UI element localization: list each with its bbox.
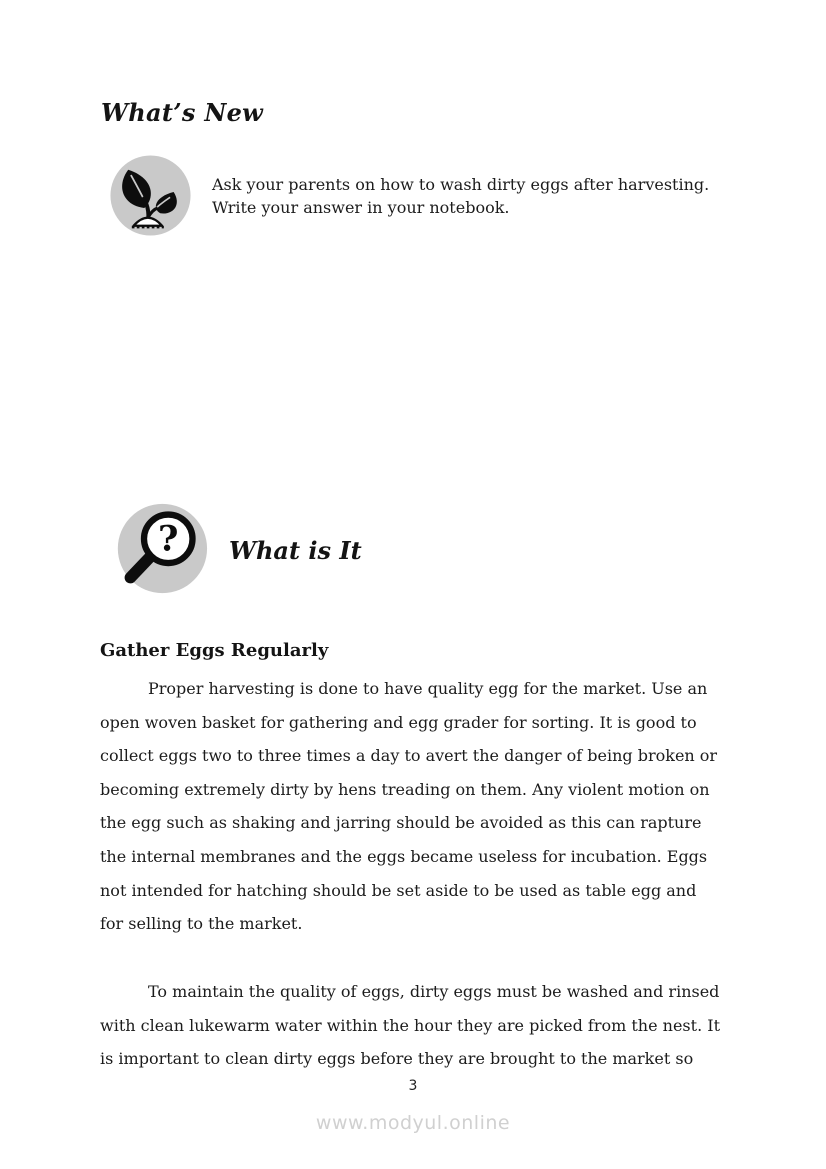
text-line: becoming extremely dirty by hens treading on them. Any violent motion on bbox=[100, 779, 710, 799]
whats-new-heading: What’s New bbox=[101, 98, 264, 127]
body-paragraph bbox=[100, 672, 717, 941]
text-line: for selling to the market. bbox=[100, 914, 303, 934]
text-line: To maintain the quality of eggs, dirty eggs must be washed and rinsed bbox=[148, 982, 720, 1001]
text-line: Write your answer in your notebook. bbox=[212, 198, 510, 217]
what-is-it-section bbox=[112, 500, 362, 601]
text-line: the internal membranes and the eggs became useless for incubation. Eggs bbox=[100, 846, 708, 866]
text-line: with clean lukewarm water within the hour they are picked from the nest. It bbox=[100, 1015, 720, 1035]
whats-new-instruction bbox=[212, 173, 709, 219]
what-is-it-heading: What is It bbox=[229, 536, 362, 565]
page-number: 3 bbox=[408, 1078, 418, 1094]
text-line: is important to clean dirty eggs before they are brought to the market so bbox=[100, 1049, 694, 1069]
text-line: not intended for hatching should be set aside to be used as table egg and bbox=[100, 880, 697, 900]
seedling-icon bbox=[106, 151, 195, 244]
body-paragraph bbox=[100, 975, 720, 1076]
gather-eggs-subheading: Gather Eggs Regularly bbox=[100, 640, 329, 661]
text-line: Proper harvesting is done to have quality egg for the market. Use an bbox=[148, 679, 708, 698]
watermark: www.modyul.online bbox=[315, 1112, 511, 1134]
text-line: open woven basket for gathering and egg grader for sorting. It is good to bbox=[100, 712, 697, 732]
text-line: collect eggs two to three times a day to avert the danger of being broken or bbox=[100, 746, 718, 766]
text-line: Ask your parents on how to wash dirty eggs after harvesting. bbox=[212, 175, 710, 194]
svg-text:?: ? bbox=[158, 518, 179, 560]
whats-new-activity bbox=[106, 151, 709, 244]
text-line: the egg such as shaking and jarring should be avoided as this can rapture bbox=[100, 813, 702, 833]
magnifier-question-icon bbox=[112, 500, 209, 601]
